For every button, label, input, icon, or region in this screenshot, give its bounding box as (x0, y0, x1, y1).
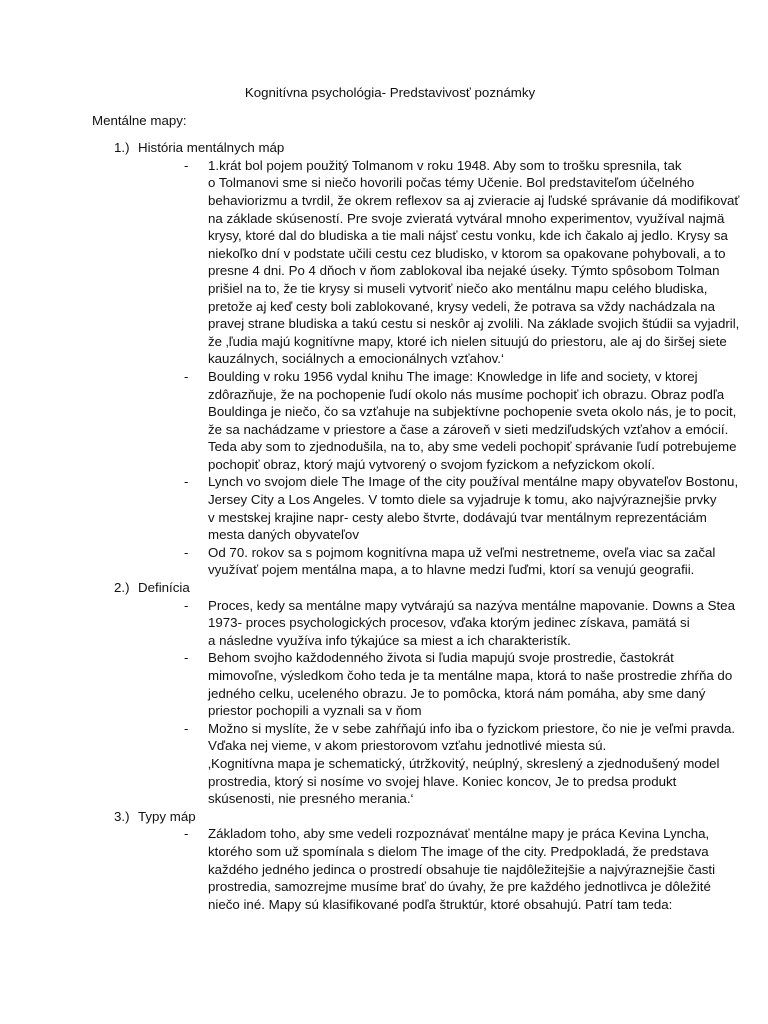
text-line: behaviorizmu a tvrdil, že okrem reflexov sa aj zvieracie aj ľudské správanie dá modifikovať (208, 192, 740, 208)
text-line: na základe skúseností. Pre svoje zvieratá vytváral mnoho experimentov, využíval najmä (208, 210, 725, 226)
list-item (138, 544, 716, 579)
list-item (138, 649, 733, 719)
text-line: v mestskej krajine napr- cesty alebo štvrte, dodávajú tvar mentálnym reprezentáciám (208, 509, 707, 525)
text-line: prostredia, samozrejme musíme brať do úvahy, že pre každého jednotlivca je dôležité (208, 879, 711, 895)
text-line: Lynch vo svojom diele The Image of the city používal mentálne mapy obyvateľov Bostonu, (208, 474, 739, 490)
text-line: ‚Kognitívna mapa je schematický, útržkovitý, neúplný, skreslený a zjednodušený model (208, 755, 720, 771)
dash-bullet-icon: - (184, 157, 189, 173)
section-label (114, 579, 678, 597)
text-line: mimovoľne, výsledkom čoho teda je ta mentálne mapa, ktorá to naše prostredie zhŕňa do (208, 668, 733, 683)
text-line: presne 4 dni. Po 4 dňoch v ňom zablokoval iba nejaké úseky. Týmto spôsobom Tolman (208, 263, 720, 279)
text-line: priestor pochopili a vyznali sa v ňom (208, 703, 422, 719)
text-line: niekoľko dní v podstate učili cestu cez bludisko, v ktorom sa opakovane pohybovali, a to (208, 245, 726, 261)
dash-bullet-icon: - (184, 826, 189, 842)
section-3 (92, 808, 716, 914)
text-line: Základom toho, aby sme vedeli rozpoznávať mentálne mapy je práca Kevina Lyncha, (208, 826, 710, 842)
text-line: krysy, ktoré dal do bludiska a tie mali nájsť cestu vonku, kde ich čakalo aj jedlo. Krysy sa (208, 228, 728, 244)
section-number: 2.) (114, 580, 130, 596)
list-item (138, 720, 736, 808)
section-label (114, 139, 678, 157)
dash-bullet-icon: - (184, 650, 189, 666)
list-item (138, 157, 740, 368)
text-line: skúsenosti, nie presného merania.‘ (208, 791, 414, 807)
text-line: 1973- proces psychologických procesov, vďaka ktorým jedinec získava, pamätá si (208, 615, 690, 631)
text-line: prišiel na to, že tie krysy si museli vytvoriť niečo ako mentálnu mapu celého bludiska, (208, 280, 708, 296)
text-line: Bouldinga je niečo, čo sa vzťahuje na subjektívne pochopenie sveta okolo nás, je to pocit, (208, 404, 737, 420)
section-title: Typy máp (138, 808, 196, 824)
text-line: ktorého som už spomínala s dielom The image of the city. Predpokladá, že predstava (208, 843, 709, 859)
text-line: že sa nachádzame v priestore a čase a zároveň v sieti medziľudských vzťahov a emócií. (208, 421, 729, 437)
text-line: zdôrazňuje, že na pochopenie ľudí okolo nás musíme pochopiť ich obrazu. Obraz podľa (208, 386, 725, 402)
text-line: o Tolmanovi sme si niečo hovorili počas témy Učenie. Bol predstaviteľom účelného (208, 175, 695, 191)
text-line: niečo iné. Mapy sú klasifikované podľa štruktúr, ktoré obsahujú. Patrí tam teda: (208, 896, 673, 912)
text-line: Možno si myslíte, že v sebe zahŕňajú info iba o fyzickom priestore, čo nie je veľmi pravda. (208, 720, 736, 736)
dash-bullet-icon: - (184, 474, 189, 490)
text-line: Proces, kedy sa mentálne mapy vytvárajú sa nazýva mentálne mapovanie. Downs a Stea (208, 597, 735, 613)
text-line: Jersey City a Los Angeles. V tomto diele sa vyjadruje k tomu, ako najvýraznejšie prvky (208, 492, 717, 508)
section-heading: Mentálne mapy: (92, 112, 187, 128)
section-title: Definícia (138, 580, 190, 596)
text-line: kauzálnych, sociálnych a emocionálnych vzťahov.‘ (208, 351, 504, 367)
list-item (138, 825, 716, 913)
text-line: že ‚ľudia majú kognitívne mapy, ktoré ich nielen situujú do priestoru, ale aj do širšej siete (208, 333, 727, 349)
text-line: každého jedného jedinca o prostredí obsahuje tie najdôležitejšie a najvýraznejšie časti (208, 861, 716, 877)
dash-bullet-icon: - (184, 597, 189, 613)
section-1 (92, 139, 740, 579)
document-title: Kognitívna psychológia- Predstavivosť poznámky (244, 85, 536, 100)
text-line: Boulding v roku 1956 vydal knihu The image: Knowledge in life and society, v ktorej (208, 368, 698, 384)
text-line: pravej strane bludiska a takú cestu si neskôr aj zvolili. Na základe svojich štúdii sa vyjadril, (208, 316, 740, 332)
list-item (138, 473, 739, 543)
section-2 (92, 579, 736, 808)
list-item (138, 597, 735, 650)
sections-container (92, 139, 740, 913)
text-line: prostredia, ktorý si nosíme vo svojej hlave. Koniec koncov, Je to predsa produkt (208, 773, 677, 789)
text-line: mesta daných obyvateľov (208, 527, 359, 543)
text-line: Teda aby som to zjednodušila, na to, aby sme vedeli pochopiť správanie ľudí potrebujeme (208, 439, 737, 455)
dash-bullet-icon: - (184, 544, 189, 560)
dash-bullet-icon: - (184, 368, 189, 384)
text-line: Vďaka nej vieme, v akom priestorovom vzťahu jednotlivé miesta sú. (208, 738, 607, 754)
text-line: pochopiť obraz, ktorý majú vytvorený o svojom fyzickom a nefyzickom okolí. (208, 456, 655, 472)
text-line: 1.krát bol pojem použitý Tolmanom v roku 1948. Aby som to trošku spresnila, tak (208, 157, 682, 173)
text-line: Od 70. rokov sa s pojmom kognitívna mapa už veľmi nestretneme, oveľa viac sa začal (208, 544, 716, 560)
text-line: jedného celku, uceleného obrazu. Je to pomôcka, ktorá nám pomáha, aby sme daný (208, 685, 706, 701)
section-title: História mentálnych máp (138, 140, 285, 156)
section-number: 1.) (114, 140, 130, 156)
text-line: využívať pojem mentálna mapa, a to hlavne medzi ľuďmi, ktorí sa venujú geografii. (208, 562, 695, 578)
text-line: pretože aj keď cesty boli zablokované, krysy vedeli, že potrava sa vždy nachádzala na (208, 298, 716, 314)
section-number: 3.) (114, 808, 130, 824)
text-line: Behom svojho každodenného života si ľudia mapujú svoje prostredie, častokrát (208, 650, 674, 666)
text-line: a následne využíva info týkajúce sa miest a ich charakteristík. (208, 632, 571, 648)
dash-bullet-icon: - (184, 720, 189, 736)
section-label (114, 808, 678, 826)
list-item (138, 368, 737, 474)
